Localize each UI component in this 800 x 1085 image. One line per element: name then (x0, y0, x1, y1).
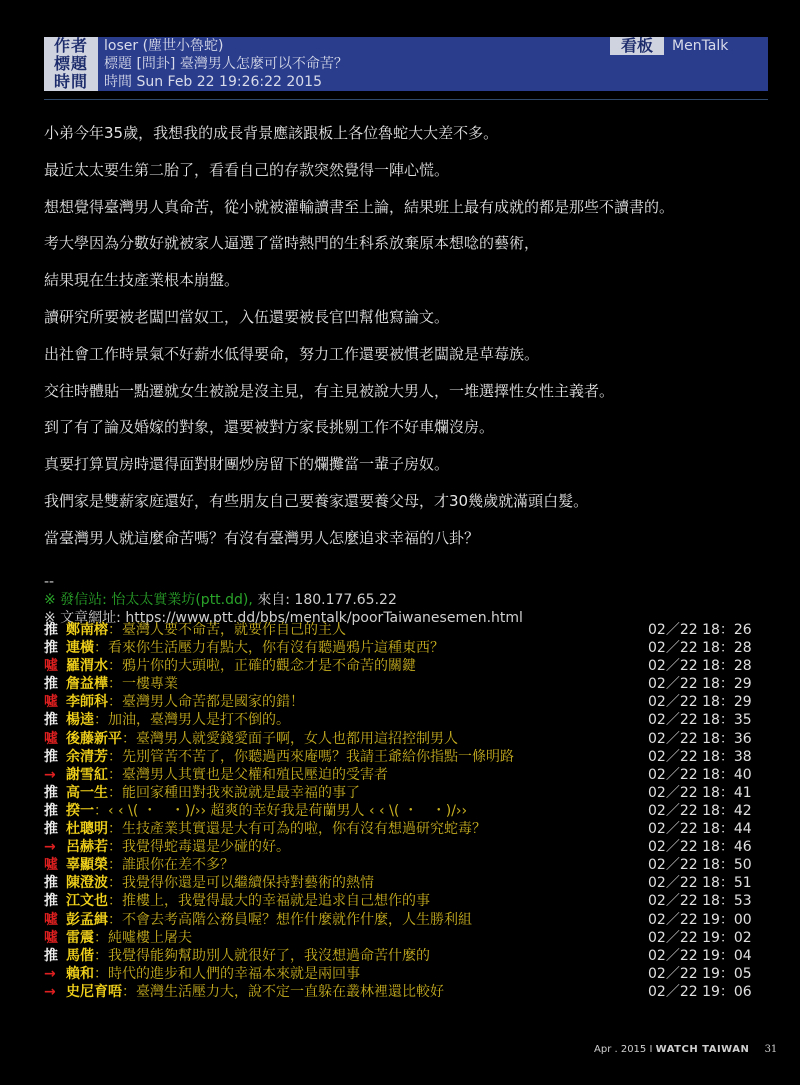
comment-user[interactable]: 後藤新平 (66, 730, 122, 747)
comment-row (44, 929, 764, 947)
comment-user[interactable]: 余清芳 (66, 748, 108, 765)
comment-user[interactable]: 羅渭水 (66, 658, 108, 675)
author-label: 作者 (44, 37, 98, 55)
comment-tag: → (44, 965, 56, 982)
header-time-row (44, 73, 768, 91)
comment-time: 02／22 19：00 (648, 911, 752, 928)
body-line: 最近太太要生第二胎了，看看自己的存款突然覺得一陣心慌。 (44, 160, 450, 179)
comment-tag: 推 (44, 748, 58, 765)
comment-user[interactable]: 賴和 (66, 965, 94, 982)
comment-text: ：我覺得能夠幫助別人就很好了，我沒想過命苦什麼的 (94, 947, 430, 964)
comment-tag: 推 (44, 622, 58, 638)
comment-tag: 推 (44, 802, 58, 819)
comment-tag: → (44, 839, 56, 856)
signature-from: 來自: 180.177.65.22 (252, 592, 397, 608)
comment-row (44, 639, 764, 657)
comment-text: ：先別管苦不苦了，你聽過西來庵嗎？我請王爺給你指點一條明路 (108, 748, 514, 765)
comment-user[interactable]: 雷震 (66, 929, 94, 946)
comment-time: 02／22 18：29 (648, 676, 752, 693)
comment-row (44, 983, 764, 1001)
page-footer (594, 1044, 777, 1055)
comment-text: ：看來你生活壓力有點大，你有沒有聽過鴉片這種東西？ (94, 640, 444, 657)
footer-divider: I (649, 1044, 653, 1055)
comment-row (44, 965, 764, 983)
comment-user[interactable]: 陳澄波 (66, 875, 108, 892)
header-divider (44, 99, 768, 100)
comment-time: 02／22 19：05 (648, 965, 752, 982)
board-label: 看板 (610, 37, 664, 55)
body-line: 想想覺得臺灣男人真命苦，從小就被灌輸讀書至上論，結果班上最有成就的都是那些不讀書的。 (44, 197, 675, 216)
comment-tag: → (44, 983, 56, 1000)
comment-text: ：純噓樓上屠夫 (94, 929, 192, 946)
board-value[interactable]: MenTalk (672, 38, 729, 54)
comment-text: ：能回家種田對我來說就是最幸福的事了 (108, 784, 360, 801)
comment-tag: 推 (44, 947, 58, 964)
comment-time: 02／22 18：29 (648, 694, 752, 711)
signature (44, 573, 523, 627)
comment-tag: 推 (44, 821, 58, 838)
signature-site: ※ 發信站: 怡太太實業坊(ptt.dd), (44, 592, 253, 608)
comment-user[interactable]: 彭孟緝 (66, 911, 108, 928)
comment-user[interactable]: 連橫 (66, 640, 94, 657)
comment-row (44, 730, 764, 748)
comment-time: 02／22 18：41 (648, 784, 752, 801)
header-author-row (44, 37, 768, 55)
comment-row (44, 675, 764, 693)
comment-text: ：我覺得蛇毒還是少碰的好。 (108, 839, 290, 856)
comment-row (44, 657, 764, 675)
comment-tag: 推 (44, 893, 58, 910)
body-line: 交往時體貼一點遷就女生被說是沒主見，有主見被說大男人，一堆選擇性女性主義者。 (44, 381, 615, 400)
body-line: 讀研究所要被老闆凹當奴工，入伍還要被長官凹幫他寫論文。 (44, 307, 450, 326)
comment-user[interactable]: 馬偕 (66, 947, 94, 964)
comment-text: ：臺灣男人其實也是父權和殖民壓迫的受害者 (108, 766, 388, 783)
comment-user[interactable]: 鄭南榕 (66, 622, 108, 638)
title-label: 標題 (44, 55, 98, 73)
footer-magazine: WATCH TAIWAN (655, 1044, 750, 1055)
footer-date: Apr . 2015 (594, 1044, 647, 1055)
comment-text: ：一樓專業 (108, 676, 178, 693)
comment-row (44, 693, 764, 711)
body-line: 到了有了論及婚嫁的對象，還要被對方家長挑剔工作不好車爛沒房。 (44, 418, 495, 437)
comment-tag: 噓 (44, 694, 58, 711)
comment-row (44, 911, 764, 929)
author-value[interactable]: loser (塵世小魯蛇) (104, 38, 224, 54)
comment-text: ：生技產業其實還是大有可為的啦，你有沒有想過研究蛇毒？ (108, 821, 486, 838)
comment-user[interactable]: 李師科 (66, 694, 108, 711)
signature-site-line (44, 591, 523, 609)
comment-text: ：加油，臺灣男人是打不倒的。 (94, 712, 290, 729)
comment-row (44, 621, 764, 639)
comment-user[interactable]: 史尼育唔 (66, 983, 122, 1000)
comment-text: ：不會去考高階公務員喔？想作什麼就作什麼，人生勝利組 (108, 911, 472, 928)
comment-user[interactable]: 揆一 (66, 802, 94, 819)
post-body (44, 122, 774, 564)
comment-time: 02／22 18：53 (648, 893, 752, 910)
comment-tag: 噓 (44, 730, 58, 747)
comment-text: ：我覺得你還是可以繼續保持對藝術的熱情 (108, 875, 374, 892)
comment-user[interactable]: 杜聰明 (66, 821, 108, 838)
title-value: 標題 [問卦] 臺灣男人怎麼可以不命苦？ (104, 56, 348, 72)
time-value: 時間 Sun Feb 22 19:26:22 2015 (104, 74, 322, 90)
comment-time: 02／22 18：51 (648, 875, 752, 892)
comment-text: ：推樓上，我覺得最大的幸福就是追求自己想作的事 (108, 893, 430, 910)
time-label: 時間 (44, 73, 98, 91)
footer-page-number: 31 (764, 1044, 778, 1055)
comment-user[interactable]: 楊逵 (66, 712, 94, 729)
comment-row (44, 947, 764, 965)
comment-time: 02／22 18：42 (648, 802, 752, 819)
comment-user[interactable]: 江文也 (66, 893, 108, 910)
comment-row (44, 838, 764, 856)
comment-tag: 推 (44, 676, 58, 693)
comment-time: 02／22 18：26 (648, 622, 752, 638)
header-title-row (44, 55, 768, 73)
comment-text: ：‹ ‹ \( ・ ・)/›› 超爽的幸好我是荷蘭男人 ‹ ‹ \( ・ ・)/›› (94, 802, 468, 819)
comment-row (44, 748, 764, 766)
comment-text: ：時代的進步和人們的幸福本來就是兩回事 (94, 965, 360, 982)
comment-row (44, 711, 764, 729)
body-line: 真要打算買房時還得面對財團炒房留下的爛攤當一輩子房奴。 (44, 455, 450, 474)
comment-user[interactable]: 詹益樺 (66, 676, 108, 693)
comment-time: 02／22 18：35 (648, 712, 752, 729)
comment-user[interactable]: 高一生 (66, 784, 108, 801)
comment-tag: → (44, 766, 56, 783)
comment-time: 02／22 18：44 (648, 821, 752, 838)
comment-tag: 噓 (44, 911, 58, 928)
comment-tag: 推 (44, 712, 58, 729)
comment-text: ：臺灣人要不命苦，就要作自己的主人 (108, 622, 346, 638)
comment-row (44, 766, 764, 784)
body-line: 我們家是雙薪家庭還好，有些朋友自己要養家還要養父母，才30幾歲就滿頭白髮。 (44, 491, 589, 510)
comment-row (44, 784, 764, 802)
comment-row (44, 802, 764, 820)
comment-user[interactable]: 呂赫若 (66, 839, 108, 856)
comment-time: 02／22 18：50 (648, 857, 752, 874)
comment-text: ：臺灣生活壓力大，說不定一直躲在叢林裡還比較好 (122, 983, 444, 1000)
body-line: 出社會工作時景氣不好薪水低得要命，努力工作還要被慣老闆說是草莓族。 (44, 344, 540, 363)
comment-text: ：臺灣男人就愛錢愛面子啊，女人也都用這招控制男人 (122, 730, 458, 747)
comment-text: ：鴉片你的大頭啦，正確的觀念才是不命苦的關鍵 (108, 658, 416, 675)
comment-text: ：臺灣男人命苦都是國家的錯！ (108, 694, 304, 711)
comment-text: ：誰跟你在差不多？ (108, 857, 234, 874)
comment-time: 02／22 18：28 (648, 658, 752, 675)
comment-time: 02／22 18：28 (648, 640, 752, 657)
comment-time: 02／22 19：06 (648, 983, 752, 1000)
comment-tag: 推 (44, 784, 58, 801)
body-line: 考大學因為分數好就被家人逼選了當時熱門的生科系放棄原本想唸的藝術， (44, 234, 540, 253)
comment-time: 02／22 18：46 (648, 839, 752, 856)
comment-row (44, 892, 764, 910)
comment-row (44, 820, 764, 838)
comment-tag: 噓 (44, 658, 58, 675)
comment-tag: 噓 (44, 857, 58, 874)
comment-time: 02／22 19：04 (648, 947, 752, 964)
comment-tag: 噓 (44, 929, 58, 946)
comment-tag: 推 (44, 875, 58, 892)
comment-list (44, 621, 764, 1001)
body-line: 小弟今年35歲，我想我的成長背景應該跟板上各位魯蛇大大差不多。 (44, 124, 499, 142)
comment-row (44, 874, 764, 892)
signature-url[interactable]: ※ 文章網址: https://www.ptt.dd/bbs/mentalk/poorTaiwanesemen.html (44, 610, 523, 626)
comment-row (44, 856, 764, 874)
comment-time: 02／22 18：38 (648, 748, 752, 765)
comment-time: 02／22 19：02 (648, 929, 752, 946)
body-line: 當臺灣男人就這麼命苦嗎？有沒有臺灣男人怎麼追求幸福的八卦？ (44, 528, 480, 547)
signature-dash: -- (44, 574, 55, 590)
comment-user[interactable]: 辜顯榮 (66, 857, 108, 874)
body-line: 結果現在生技產業根本崩盤。 (44, 271, 240, 290)
comment-tag: 推 (44, 640, 58, 657)
comment-time: 02／22 18：36 (648, 730, 752, 747)
comment-user[interactable]: 謝雪紅 (66, 766, 108, 783)
comment-time: 02／22 18：40 (648, 766, 752, 783)
